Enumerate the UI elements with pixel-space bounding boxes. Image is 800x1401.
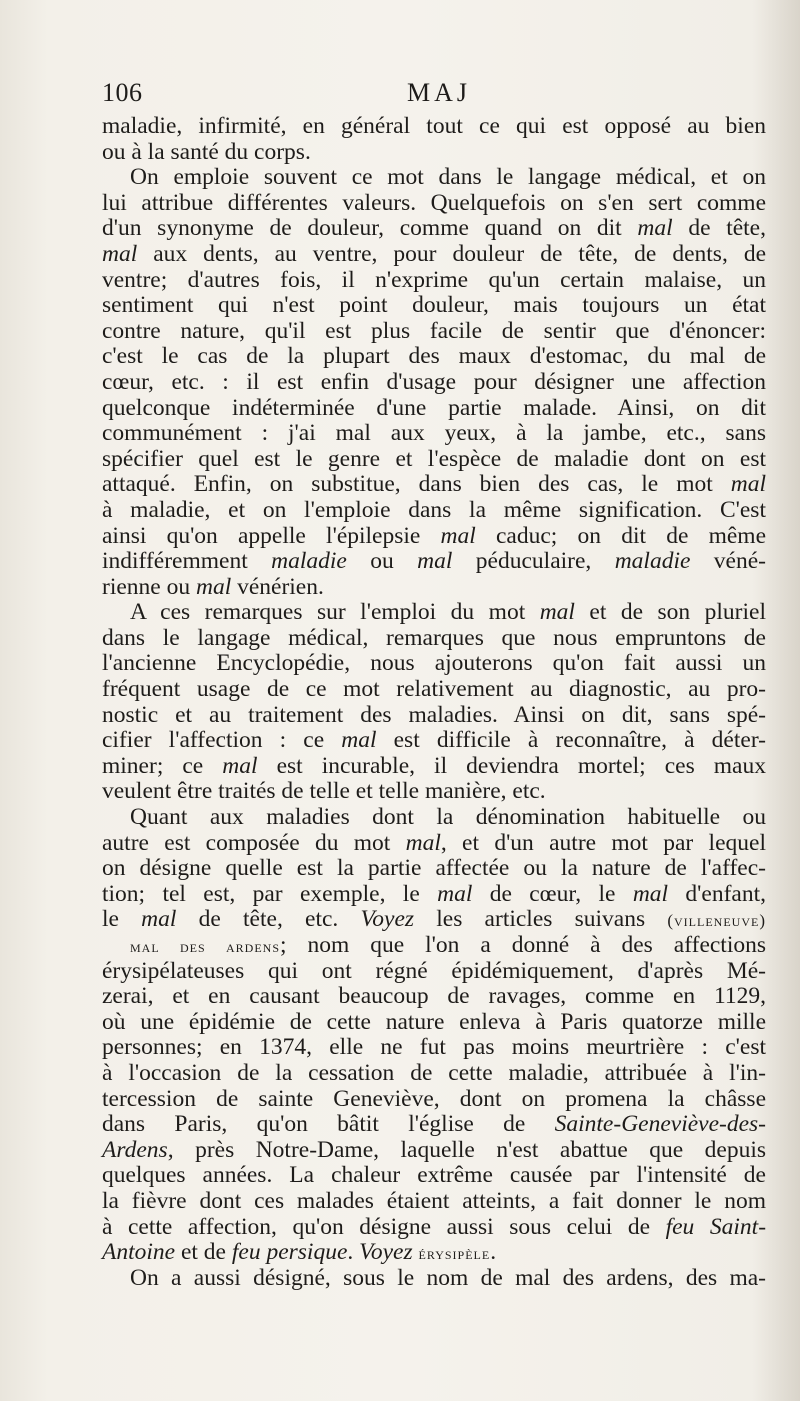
text-line: ventre; d'autres fois, il n'exprime qu'un certain malaise, un [102, 266, 766, 293]
text-line: érysipélateuses qui ont régné épidémiquement, d'après Mé- [102, 957, 766, 984]
text-line: à maladie, et on l'emploie dans la même signification. C'est [102, 496, 766, 523]
text-line: d'un synonyme de douleur, comme quand on dit mal de tête, [102, 215, 766, 242]
text-line: où une épidémie de cette nature enleva à Paris quatorze mille [102, 1008, 766, 1035]
text-line: cifier l'affection : ce mal est difficile à reconnaître, à déter- [102, 727, 766, 754]
text-line: tion; tel est, par exemple, le mal de cœur, le mal d'enfant, [102, 880, 767, 907]
page-number: 106 [102, 78, 143, 107]
text-line: sentiment qui n'est point douleur, mais toujours un état [102, 292, 766, 319]
text-line: Ardens, près Notre-Dame, laquelle n'est abattue que depuis [102, 1136, 766, 1163]
text-line: Antoine et de feu persique. Voyez érysipèle. [102, 1239, 497, 1266]
text-line: dans Paris, qu'on bâtit l'église de Sainte-Geneviève-des- [102, 1111, 766, 1138]
text-line: quelques années. La chaleur extrême causée par l'intensité de [102, 1162, 766, 1189]
article-body [102, 114, 766, 1291]
running-head: MAJ [407, 78, 472, 107]
text-line: mal des ardens; nom que l'on a donné à des affections [130, 932, 767, 958]
text-line: l'ancienne Encyclopédie, nous ajouterons qu'on fait aussi un [102, 650, 766, 677]
text-line: miner; ce mal est incurable, il deviendra mortel; ces maux [102, 752, 766, 779]
text-line: personnes; en 1374, elle ne fut pas moins meurtrière : c'est [102, 1034, 766, 1061]
text-line: attaqué. Enfin, on substitue, dans bien des cas, le mot mal [102, 471, 766, 498]
text-line: On a aussi désigné, sous le nom de mal des ardens, des ma- [130, 1264, 766, 1291]
text-line: A ces remarques sur l'emploi du mot mal et de son pluriel [130, 599, 766, 626]
text-line: fréquent usage de ce mot relativement au diagnostic, au pro- [102, 676, 766, 703]
text-line: tercession de sainte Geneviève, dont on promena la châsse [102, 1085, 766, 1112]
text-line: spécifier quel est le genre et l'espèce de maladie dont on est [102, 445, 766, 472]
text-line: ou à la santé du corps. [102, 138, 311, 165]
text-line: contre nature, qu'il est plus facile de sentir que d'énoncer: [102, 317, 766, 344]
text-line: lui attribue différentes valeurs. Quelquefois on s'en sert comme [102, 189, 766, 216]
text-line: à cette affection, qu'on désigne aussi sous celui de feu Saint- [102, 1213, 767, 1240]
text-line: On emploie souvent ce mot dans le langage médical, et on [130, 164, 766, 191]
text-line: maladie, infirmité, en général tout ce qui est opposé au bien [102, 113, 766, 139]
text-line: autre est composée du mot mal, et d'un autre mot par lequel [102, 829, 766, 856]
text-line: zerai, et en causant beaucoup de ravages, comme en 1129, [102, 983, 766, 1010]
text-line: rienne ou mal vénérien. [102, 573, 324, 600]
text-line: communément : j'ai mal aux yeux, à la jambe, etc., sans [102, 420, 766, 447]
page-header [102, 78, 766, 114]
text-line: le mal de tête, etc. Voyez les articles suivans (villeneuve) [102, 906, 766, 933]
text-line: cœur, etc. : il est enfin d'usage pour désigner une affection [102, 368, 766, 395]
text-line: ainsi qu'on appelle l'épilepsie mal caduc; on dit de même [102, 522, 766, 549]
text-line: quelconque indéterminée d'une partie malade. Ainsi, on dit [102, 394, 766, 421]
text-line: dans le langage médical, remarques que nous empruntons de [102, 624, 766, 651]
text-line: à l'occasion de la cessation de cette maladie, attribuée à l'in- [102, 1059, 766, 1086]
text-line: nostic et au traitement des maladies. Ainsi on dit, sans spé- [102, 701, 766, 728]
text-line: mal aux dents, au ventre, pour douleur de tête, de dents, de [102, 240, 766, 267]
text-line: veulent être traités de telle et telle manière, etc. [102, 778, 546, 805]
text-line: indifféremment maladie ou mal péduculaire, maladie véné- [102, 548, 766, 575]
text-line: on désigne quelle est la partie affectée ou la nature de l'affec- [102, 855, 766, 882]
text-line: c'est le cas de la plupart des maux d'estomac, du mal de [102, 343, 766, 370]
text-line: Quant aux maladies dont la dénomination habituelle ou [130, 804, 766, 831]
text-line: la fièvre dont ces malades étaient atteints, a fait donner le nom [102, 1187, 766, 1214]
